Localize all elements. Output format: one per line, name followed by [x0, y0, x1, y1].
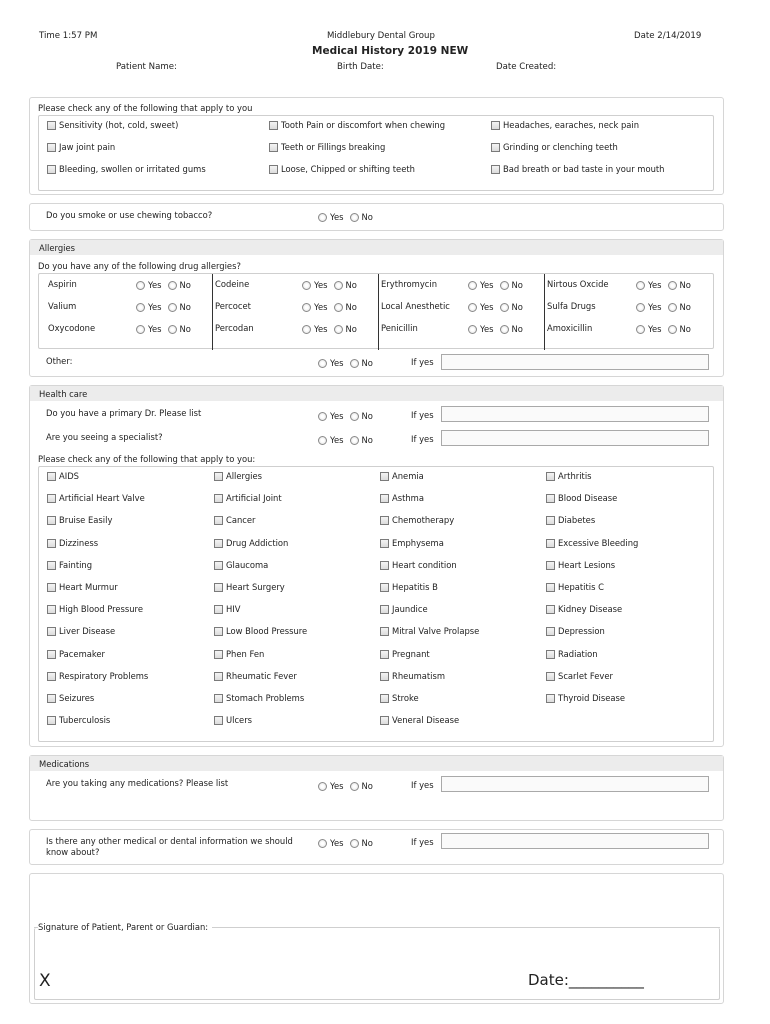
- condition-option[interactable]: [380, 626, 479, 636]
- condition-label: Low Blood Pressure: [226, 626, 308, 636]
- condition-label: Depression: [558, 626, 605, 636]
- checkbox[interactable]: [491, 143, 500, 152]
- other-info-yes-no: Yes No: [318, 838, 373, 848]
- condition-option[interactable]: [47, 626, 115, 636]
- condition-label: Pregnant: [392, 649, 430, 659]
- allergy-no-radio[interactable]: [334, 281, 343, 290]
- allergy-yes-radio[interactable]: [302, 325, 311, 334]
- symptoms-prompt: Please check any of the following that apply to you: [38, 103, 253, 113]
- condition-option[interactable]: [47, 560, 92, 570]
- birth-date-label: Birth Date:: [337, 62, 384, 72]
- checkbox[interactable]: [47, 583, 56, 592]
- condition-option[interactable]: [214, 560, 268, 570]
- allergy-drug-label: Amoxicillin: [547, 323, 593, 333]
- specialist-no-radio[interactable]: [350, 436, 359, 445]
- checkbox[interactable]: [47, 694, 56, 703]
- condition-option[interactable]: [380, 560, 457, 570]
- symptom-option[interactable]: [269, 142, 385, 152]
- header-time: Time 1:57 PM: [39, 31, 98, 41]
- allergy-yes-radio[interactable]: [636, 281, 645, 290]
- checkbox[interactable]: [380, 516, 389, 525]
- condition-option[interactable]: [47, 471, 79, 481]
- allergy-drug-label: Valium: [48, 301, 77, 311]
- condition-label: High Blood Pressure: [59, 604, 143, 614]
- checkbox[interactable]: [546, 516, 555, 525]
- medications-heading: Medications: [39, 759, 90, 769]
- checkbox[interactable]: [380, 583, 389, 592]
- checkbox[interactable]: [546, 672, 555, 681]
- condition-label: Artificial Joint: [226, 493, 282, 503]
- checkbox[interactable]: [491, 165, 500, 174]
- checkbox[interactable]: [546, 539, 555, 548]
- condition-option[interactable]: [47, 693, 94, 703]
- checkbox[interactable]: [47, 472, 56, 481]
- condition-option[interactable]: [214, 715, 252, 725]
- condition-label: Arthritis: [558, 471, 592, 481]
- allergy-yes-no: Yes No: [136, 280, 191, 290]
- allergies-prompt: Do you have any of the following drug allergies?: [38, 261, 241, 271]
- checkbox[interactable]: [546, 694, 555, 703]
- condition-label: Diabetes: [558, 515, 596, 525]
- primary-dr-yes-no: Yes No: [318, 411, 373, 421]
- condition-label: Thyroid Disease: [558, 693, 626, 703]
- condition-label: Allergies: [226, 471, 262, 481]
- symptom-label: Loose, Chipped or shifting teeth: [281, 164, 415, 174]
- checkbox[interactable]: [47, 672, 56, 681]
- other-info-if-yes: If yes: [411, 837, 434, 847]
- condition-option[interactable]: [380, 604, 428, 614]
- condition-label: AIDS: [59, 471, 79, 481]
- condition-option[interactable]: [546, 515, 595, 525]
- allergy-yes-radio[interactable]: [468, 303, 477, 312]
- condition-label: Bruise Easily: [59, 515, 113, 525]
- condition-label: Pacemaker: [59, 649, 105, 659]
- symptom-option[interactable]: [47, 142, 115, 152]
- allergy-yes-radio[interactable]: [302, 303, 311, 312]
- allergy-no-radio[interactable]: [500, 325, 509, 334]
- condition-label: Ulcers: [226, 715, 253, 725]
- allergy-drug-label: Nirtous Oxcide: [547, 279, 609, 289]
- condition-option[interactable]: [214, 649, 264, 659]
- checkbox[interactable]: [491, 121, 500, 130]
- checkbox[interactable]: [380, 561, 389, 570]
- checkbox[interactable]: [269, 143, 278, 152]
- condition-label: Scarlet Fever: [558, 671, 613, 681]
- primary-dr-input[interactable]: [441, 406, 709, 422]
- condition-option[interactable]: [546, 649, 598, 659]
- allergy-no-radio[interactable]: [668, 325, 677, 334]
- allergy-no-radio[interactable]: [334, 303, 343, 312]
- checkbox[interactable]: [546, 627, 555, 636]
- condition-label: Phen Fen: [226, 649, 265, 659]
- checkbox[interactable]: [380, 672, 389, 681]
- specialist-yes-no: Yes No: [318, 435, 373, 445]
- date-created-label: Date Created:: [496, 62, 557, 72]
- medications-heading-band: [30, 756, 723, 771]
- page-title: Medical History 2019 NEW: [312, 45, 469, 57]
- checkbox[interactable]: [546, 583, 555, 592]
- checkbox[interactable]: [546, 494, 555, 503]
- checkbox[interactable]: [214, 627, 223, 636]
- condition-label: Tuberculosis: [59, 715, 111, 725]
- checkbox[interactable]: [546, 472, 555, 481]
- allergy-yes-radio[interactable]: [636, 303, 645, 312]
- medications-yes-radio[interactable]: [318, 782, 327, 791]
- condition-label: Emphysema: [392, 538, 444, 548]
- allergy-drug-label: Erythromycin: [381, 279, 438, 289]
- checkbox[interactable]: [214, 583, 223, 592]
- allergy-no-radio[interactable]: [168, 303, 177, 312]
- allergy-yes-no: Yes No: [636, 302, 691, 312]
- allergy-yes-no: Yes No: [636, 324, 691, 334]
- allergy-yes-no: Yes No: [302, 324, 357, 334]
- condition-option[interactable]: [214, 671, 297, 681]
- checkbox[interactable]: [214, 561, 223, 570]
- allergy-yes-radio[interactable]: [636, 325, 645, 334]
- condition-label: Fainting: [59, 560, 93, 570]
- specialist-if-yes: If yes: [411, 434, 434, 444]
- condition-option[interactable]: [214, 515, 256, 525]
- allergy-no-radio[interactable]: [668, 281, 677, 290]
- condition-label: Dizziness: [59, 538, 99, 548]
- condition-option[interactable]: [546, 693, 625, 703]
- condition-option[interactable]: [546, 538, 638, 548]
- allergy-drug-label: Aspirin: [48, 279, 77, 289]
- condition-option[interactable]: [47, 582, 118, 592]
- allergy-divider-3: [544, 274, 545, 350]
- allergy-yes-radio[interactable]: [136, 325, 145, 334]
- condition-label: Glaucoma: [226, 560, 269, 570]
- condition-label: Hepatitis C: [558, 582, 604, 592]
- health-heading: Health care: [39, 389, 88, 399]
- allergy-drug-label: Percodan: [215, 323, 254, 333]
- symptom-option[interactable]: [269, 164, 415, 174]
- primary-dr-if-yes: If yes: [411, 410, 434, 420]
- condition-option[interactable]: [47, 671, 148, 681]
- primary-dr-question: Do you have a primary Dr. Please list: [46, 408, 202, 418]
- condition-label: Excessive Bleeding: [558, 538, 639, 548]
- allergy-yes-radio[interactable]: [302, 281, 311, 290]
- allergy-drug-label: Local Anesthetic: [381, 301, 450, 311]
- condition-label: Stomach Problems: [226, 693, 305, 703]
- symptom-label: Headaches, earaches, neck pain: [503, 120, 640, 130]
- medications-question: Are you taking any medications? Please list: [46, 778, 229, 788]
- condition-label: Kidney Disease: [558, 604, 623, 614]
- checkbox[interactable]: [47, 143, 56, 152]
- checkbox[interactable]: [214, 672, 223, 681]
- signature-date[interactable]: Date:__________: [528, 971, 644, 989]
- smoke-yes-radio[interactable]: [318, 213, 327, 222]
- smoke-yes-no: Yes No: [318, 212, 373, 222]
- allergies-heading: Allergies: [39, 243, 75, 253]
- header-clinic: Middlebury Dental Group: [327, 31, 435, 41]
- allergy-yes-no: Yes No: [136, 302, 191, 312]
- condition-option[interactable]: [47, 649, 105, 659]
- condition-label: Mitral Valve Prolapse: [392, 626, 480, 636]
- condition-option[interactable]: [380, 538, 444, 548]
- allergy-yes-no: Yes No: [136, 324, 191, 334]
- condition-option[interactable]: [214, 493, 282, 503]
- signature-x-mark[interactable]: X: [39, 971, 51, 991]
- condition-label: Hepatitis B: [392, 582, 438, 592]
- checkbox[interactable]: [47, 561, 56, 570]
- checkbox[interactable]: [47, 627, 56, 636]
- condition-label: Rheumatism: [392, 671, 446, 681]
- condition-option[interactable]: [546, 493, 617, 503]
- medications-input[interactable]: [441, 776, 709, 792]
- condition-label: Heart condition: [392, 560, 457, 570]
- symptom-label: Tooth Pain or discomfort when chewing: [281, 120, 446, 130]
- checkbox[interactable]: [269, 165, 278, 174]
- checkbox[interactable]: [47, 716, 56, 725]
- symptom-option[interactable]: [491, 142, 618, 152]
- header-date: Date 2/14/2019: [634, 31, 702, 41]
- symptom-option[interactable]: [269, 120, 445, 130]
- allergy-drug-label: Percocet: [215, 301, 251, 311]
- other-info-input[interactable]: [441, 833, 709, 849]
- allergy-yes-radio[interactable]: [136, 281, 145, 290]
- condition-option[interactable]: [380, 515, 454, 525]
- checkbox[interactable]: [214, 694, 223, 703]
- condition-option[interactable]: [546, 582, 604, 592]
- allergy-yes-no: Yes No: [302, 302, 357, 312]
- symptom-label: Grinding or clenching teeth: [503, 142, 618, 152]
- checkbox[interactable]: [380, 494, 389, 503]
- checkbox[interactable]: [47, 539, 56, 548]
- allergy-yes-radio[interactable]: [136, 303, 145, 312]
- allergy-divider-1: [212, 274, 213, 350]
- condition-label: Rheumatic Fever: [226, 671, 297, 681]
- checkbox[interactable]: [546, 605, 555, 614]
- checkbox[interactable]: [214, 494, 223, 503]
- checkbox[interactable]: [47, 650, 56, 659]
- condition-option[interactable]: [47, 538, 98, 548]
- checkbox[interactable]: [380, 716, 389, 725]
- checkbox[interactable]: [380, 472, 389, 481]
- condition-label: Drug Addiction: [226, 538, 289, 548]
- other-info-yes-radio[interactable]: [318, 839, 327, 848]
- condition-label: Blood Disease: [558, 493, 618, 503]
- allergy-yes-no: Yes No: [468, 324, 523, 334]
- checkbox[interactable]: [380, 694, 389, 703]
- primary-dr-no-radio[interactable]: [350, 412, 359, 421]
- checkbox[interactable]: [380, 539, 389, 548]
- other-info-question: Is there any other medical or dental information we should know about?: [46, 836, 293, 857]
- allergy-drug-label: Sulfa Drugs: [547, 301, 596, 311]
- condition-option[interactable]: [214, 604, 241, 614]
- allergy-drug-label: Penicillin: [381, 323, 418, 333]
- allergy-drug-label: Oxycodone: [48, 323, 96, 333]
- checkbox[interactable]: [47, 494, 56, 503]
- allergy-other-label: Other:: [46, 356, 73, 366]
- condition-option[interactable]: [546, 471, 592, 481]
- allergy-other-if-yes: If yes: [411, 357, 434, 367]
- specialist-yes-radio[interactable]: [318, 436, 327, 445]
- condition-label: Artificial Heart Valve: [59, 493, 145, 503]
- allergy-no-radio[interactable]: [500, 303, 509, 312]
- signature-group: [34, 928, 720, 1000]
- specialist-question: Are you seeing a specialist?: [46, 432, 163, 442]
- condition-label: Radiation: [558, 649, 598, 659]
- condition-label: Heart Lesions: [558, 560, 616, 570]
- allergy-yes-no: Yes No: [468, 302, 523, 312]
- condition-option[interactable]: [380, 582, 438, 592]
- checkbox[interactable]: [380, 650, 389, 659]
- allergy-yes-radio[interactable]: [468, 325, 477, 334]
- smoke-no-radio[interactable]: [350, 213, 359, 222]
- allergy-other-input[interactable]: [441, 354, 709, 370]
- condition-label: Heart Surgery: [226, 582, 285, 592]
- condition-label: Asthma: [392, 493, 424, 503]
- condition-option[interactable]: [380, 715, 459, 725]
- medications-no-radio[interactable]: [350, 782, 359, 791]
- symptom-label: Teeth or Fillings breaking: [281, 142, 386, 152]
- signature-label: Signature of Patient, Parent or Guardian:: [38, 922, 212, 932]
- condition-label: Jaundice: [392, 604, 428, 614]
- allergy-other-yes-no: Yes No: [318, 358, 373, 368]
- allergy-no-radio[interactable]: [168, 281, 177, 290]
- condition-label: Anemia: [392, 471, 424, 481]
- conditions-prompt: Please check any of the following that apply to you:: [38, 454, 256, 464]
- condition-label: Chemotherapy: [392, 515, 455, 525]
- condition-option[interactable]: [214, 538, 288, 548]
- condition-option[interactable]: [214, 693, 304, 703]
- symptom-option[interactable]: [47, 164, 206, 174]
- medications-if-yes: If yes: [411, 780, 434, 790]
- symptom-option[interactable]: [47, 120, 178, 130]
- condition-label: Respiratory Problems: [59, 671, 149, 681]
- smoke-question: Do you smoke or use chewing tobacco?: [46, 210, 213, 220]
- condition-option[interactable]: [546, 560, 615, 570]
- condition-option[interactable]: [47, 604, 143, 614]
- checkbox[interactable]: [214, 650, 223, 659]
- condition-option[interactable]: [380, 671, 445, 681]
- checkbox[interactable]: [214, 516, 223, 525]
- condition-option[interactable]: [380, 693, 419, 703]
- symptom-label: Sensitivity (hot, cold, sweet): [59, 120, 179, 130]
- condition-option[interactable]: [214, 582, 285, 592]
- checkbox[interactable]: [380, 605, 389, 614]
- allergy-no-radio[interactable]: [168, 325, 177, 334]
- condition-label: Seizures: [59, 693, 95, 703]
- condition-label: Stroke: [392, 693, 419, 703]
- allergy-yes-no: Yes No: [636, 280, 691, 290]
- checkbox[interactable]: [214, 716, 223, 725]
- symptom-label: Bad breath or bad taste in your mouth: [503, 164, 665, 174]
- allergy-yes-no: Yes No: [302, 280, 357, 290]
- specialist-input[interactable]: [441, 430, 709, 446]
- checkbox[interactable]: [546, 561, 555, 570]
- checkbox[interactable]: [214, 539, 223, 548]
- checkbox[interactable]: [214, 472, 223, 481]
- condition-label: Liver Disease: [59, 626, 116, 636]
- allergy-other-no-radio[interactable]: [350, 359, 359, 368]
- checkbox[interactable]: [47, 516, 56, 525]
- allergy-no-radio[interactable]: [668, 303, 677, 312]
- checkbox[interactable]: [214, 605, 223, 614]
- symptom-option[interactable]: [491, 120, 639, 130]
- medications-yes-no: Yes No: [318, 781, 373, 791]
- condition-option[interactable]: [47, 515, 112, 525]
- condition-label: HIV: [226, 604, 241, 614]
- condition-option[interactable]: [47, 493, 145, 503]
- condition-label: Veneral Disease: [392, 715, 460, 725]
- checkbox[interactable]: [47, 165, 56, 174]
- symptom-option[interactable]: [491, 164, 664, 174]
- condition-label: Cancer: [226, 515, 256, 525]
- allergy-yes-radio[interactable]: [468, 281, 477, 290]
- condition-option[interactable]: [546, 671, 613, 681]
- condition-option[interactable]: [546, 626, 605, 636]
- checkbox[interactable]: [47, 605, 56, 614]
- condition-label: Heart Murmur: [59, 582, 118, 592]
- checkbox[interactable]: [546, 650, 555, 659]
- condition-option[interactable]: [214, 471, 262, 481]
- health-heading-band: [30, 386, 723, 401]
- checkbox[interactable]: [47, 121, 56, 130]
- condition-option[interactable]: [380, 493, 424, 503]
- allergies-heading-band: [30, 240, 723, 255]
- condition-option[interactable]: [380, 649, 430, 659]
- allergy-divider-2: [378, 274, 379, 350]
- condition-option[interactable]: [214, 626, 307, 636]
- allergy-no-radio[interactable]: [334, 325, 343, 334]
- allergy-yes-no: Yes No: [468, 280, 523, 290]
- condition-option[interactable]: [546, 604, 622, 614]
- checkbox[interactable]: [269, 121, 278, 130]
- patient-name-label: Patient Name:: [116, 62, 177, 72]
- checkbox[interactable]: [380, 627, 389, 636]
- allergy-no-radio[interactable]: [500, 281, 509, 290]
- allergy-other-yes-radio[interactable]: [318, 359, 327, 368]
- allergy-drug-label: Codeine: [215, 279, 250, 289]
- symptom-label: Bleeding, swollen or irritated gums: [59, 164, 206, 174]
- symptom-label: Jaw joint pain: [59, 142, 116, 152]
- other-info-no-radio[interactable]: [350, 839, 359, 848]
- condition-option[interactable]: [380, 471, 424, 481]
- primary-dr-yes-radio[interactable]: [318, 412, 327, 421]
- condition-option[interactable]: [47, 715, 110, 725]
